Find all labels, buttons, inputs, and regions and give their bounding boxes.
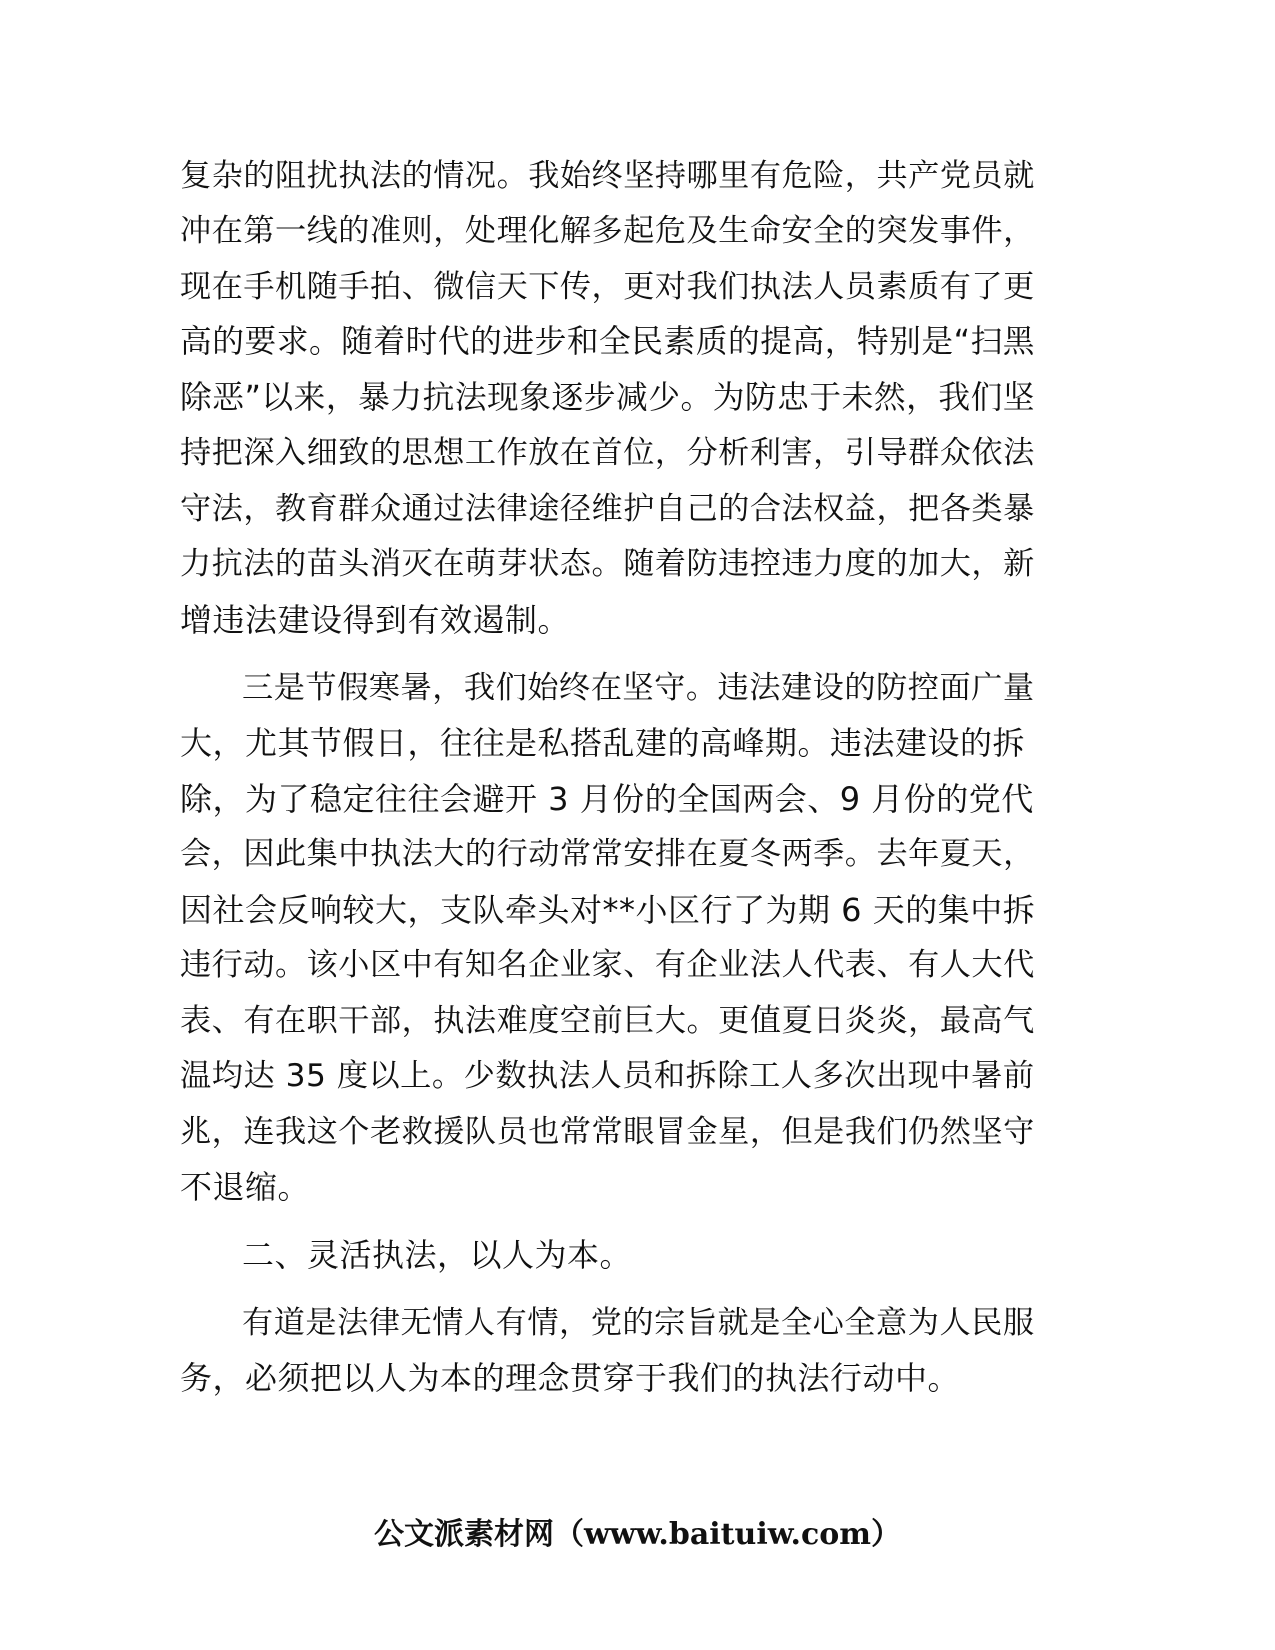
text-line: 增违法建设得到有效遏制。 xyxy=(180,601,571,639)
text-line: 守法，教育群众通过法律途径维护自己的合法权益，把各类暴 xyxy=(180,491,1035,527)
text-line: 务，必须把以人为本的理念贯穿于我们的执法行动中。 xyxy=(180,1359,961,1397)
text-line: 因社会反响较大，支队牵头对**小区行了为期 6 天的集中拆 xyxy=(180,891,1036,929)
section-heading: 二、灵活执法，以人为本。 xyxy=(242,1236,633,1274)
text-line: 三是节假寒暑，我们始终在坚守。违法建设的防控面广量 xyxy=(242,670,1035,706)
text-line: 除，为了稳定往往会避开 3 月份的全国两会、9 月份的党代 xyxy=(180,780,1034,818)
text-line: 违行动。该小区中有知名企业家、有企业法人代表、有人大代 xyxy=(180,947,1035,983)
text-line: 持把深入细致的思想工作放在首位，分析利害，引导群众依法 xyxy=(180,435,1035,471)
text-line: 冲在第一线的准则，处理化解多起危及生命安全的突发事件， xyxy=(180,213,1035,249)
text-line: 会，因此集中执法大的行动常常安排在夏冬两季。去年夏天， xyxy=(180,836,1035,872)
text-line: 除恶”以来，暴力抗法现象逐步减少。为防忠于未然，我们坚 xyxy=(180,380,1036,416)
text-line: 有道是法律无情人有情，党的宗旨就是全心全意为人民服 xyxy=(242,1305,1035,1341)
text-line: 高的要求。随着时代的进步和全民素质的提高，特别是“扫黑 xyxy=(180,324,1036,360)
text-line: 现在手机随手拍、微信天下传，更对我们执法人员素质有了更 xyxy=(180,269,1035,305)
text-line: 力抗法的苗头消灭在萌芽状态。随着防违控违力度的加大，新 xyxy=(180,546,1035,582)
page-footer: 公文派素材网（www.baituiw.com） xyxy=(373,1517,902,1552)
text-line: 复杂的阻扰执法的情况。我始终坚持哪里有危险，共产党员就 xyxy=(180,158,1035,194)
text-line: 温均达 35 度以上。少数执法人员和拆除工人多次出现中暑前 xyxy=(180,1058,1035,1094)
text-line: 不退缩。 xyxy=(180,1168,311,1206)
text-line: 表、有在职干部，执法难度空前巨大。更值夏日炎炎，最高气 xyxy=(180,1003,1035,1039)
text-line: 兆，连我这个老救援队员也常常眼冒金星，但是我们仍然坚守 xyxy=(180,1114,1035,1150)
text-line: 大，尤其节假日，往往是私搭乱建的高峰期。违法建设的拆 xyxy=(180,724,1026,762)
